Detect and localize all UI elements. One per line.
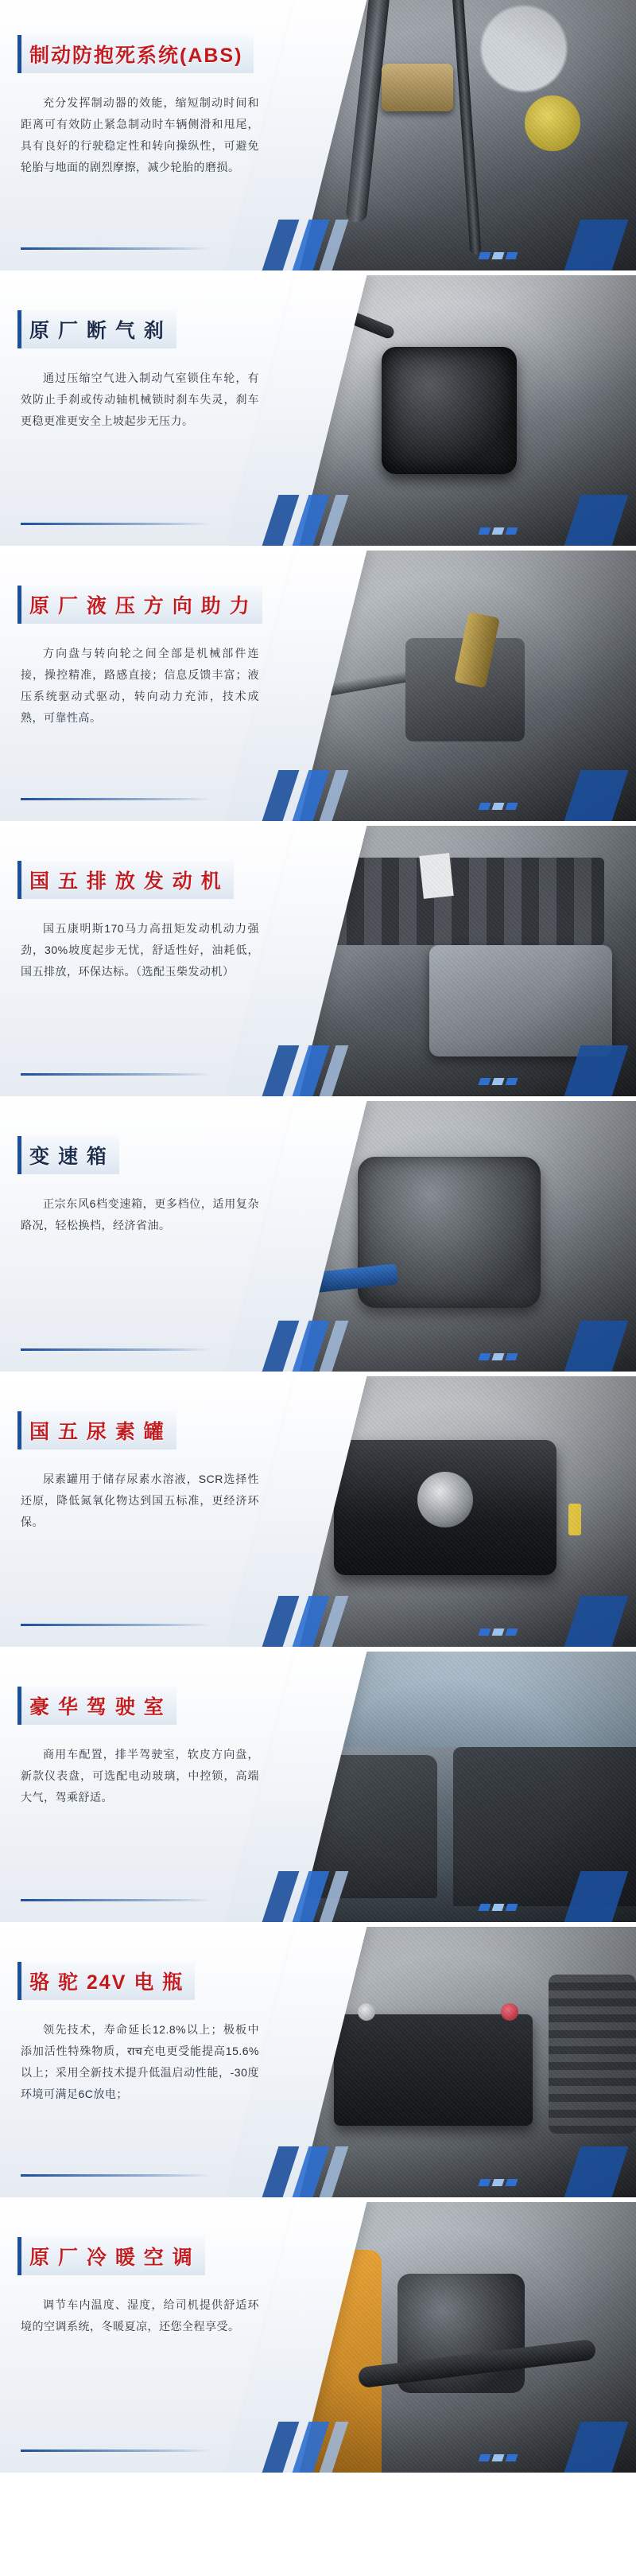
- accent-underline: [21, 2174, 211, 2177]
- section-urea-tank: [0, 1376, 636, 1647]
- section-gearbox: [0, 1101, 636, 1372]
- section-parking-brake: [0, 275, 636, 546]
- section-abs: [0, 0, 636, 270]
- section-body: 通过压缩空气进入制动气室锁住车轮，有效防止手刹或传动轴机械锁时刹车失灵，刹车更稳更准更安全上坡起步无压力。: [21, 372, 259, 427]
- decor-tabs: [479, 1353, 517, 1360]
- section-body: 国五康明斯170马力高扭矩发动机动力强劲，30%坡度起步无忧，舒适性好，油耗低，国五排放，环保达标。（选配玉柴发动机）: [21, 922, 259, 978]
- section-title: 变 速 箱: [17, 1136, 119, 1174]
- decor-tabs: [479, 1904, 517, 1911]
- section-body: 正宗东风6档变速箱，更多档位，适用复杂路况，轻松换档，经济省油。: [21, 1197, 259, 1232]
- accent-underline: [21, 247, 211, 250]
- decor-tabs: [479, 527, 517, 535]
- accent-underline: [21, 1348, 211, 1351]
- section-title: 骆 驼 24V 电 瓶: [17, 1962, 195, 2000]
- title-wrap: [17, 1687, 176, 1725]
- title-wrap: [17, 1411, 176, 1449]
- title-wrap: [17, 861, 234, 899]
- title-wrap: [17, 1136, 119, 1174]
- accent-underline: [21, 523, 211, 525]
- decor-tabs: [479, 2454, 517, 2461]
- title-wrap: [17, 1962, 195, 2000]
- accent-underline: [21, 798, 211, 800]
- title-wrap: [17, 2237, 205, 2275]
- section-body: 调节车内温度、湿度，给司机提供舒适环境的空调系统，冬暖夏凉，还您全程享受。: [21, 2298, 259, 2333]
- section-luxury-cab: [0, 1652, 636, 1922]
- section-title: 原 厂 冷 暖 空 调: [17, 2237, 205, 2275]
- section-title: 原 厂 液 压 方 向 助 力: [17, 586, 262, 624]
- section-power-steering: [0, 551, 636, 821]
- accent-underline: [21, 1073, 211, 1076]
- section-title: 国 五 尿 素 罐: [17, 1411, 176, 1449]
- accent-underline: [21, 1624, 211, 1626]
- title-wrap: [17, 586, 262, 624]
- section-body: 商用车配置，排半驾驶室，软皮方向盘，新款仪表盘，可选配电动玻璃，中控锁，高端大气，驾乘舒适。: [21, 1748, 259, 1804]
- section-battery: [0, 1927, 636, 2197]
- section-title: 国 五 排 放 发 动 机: [17, 861, 234, 899]
- decor-tabs: [479, 252, 517, 259]
- section-air-conditioner: [0, 2202, 636, 2473]
- title-wrap: [17, 35, 254, 73]
- accent-underline: [21, 1899, 211, 1901]
- decor-tabs: [479, 1628, 517, 1636]
- section-title: 制动防抱死系统(ABS): [17, 35, 254, 73]
- section-title: 原 厂 断 气 刹: [17, 310, 176, 348]
- title-wrap: [17, 310, 176, 348]
- section-body: 充分发挥制动器的效能，缩短制动时间和距离可有效防止紧急制动时车辆侧滑和甩尾，具有良好的行驶稳定性和转向操纵性，可避免轮胎与地面的剧烈摩擦，减少轮胎的磨损。: [21, 96, 259, 173]
- section-title: 豪 华 驾 驶 室: [17, 1687, 176, 1725]
- section-body: 领先技术，寿命延长12.8%以上；极板中添加活性特殊物质，राच充电更受能提高15.6%以上；采用全新技术提升低温启动性能，-30度环境可满足6C放电；: [21, 2023, 259, 2100]
- section-body: 尿素罐用于储存尿素水溶液，SCR选择性还原，降低氮氧化物达到国五标准，更经济环保。: [21, 1473, 259, 1528]
- section-engine: [0, 826, 636, 1096]
- decor-tabs: [479, 2179, 517, 2186]
- section-body: 方向盘与转向轮之间全部是机械部件连接，操控精准，路感直接；信息反馈丰富；液压系统驱动式驱动，转向动力充沛，技术成熟，可靠性高。: [21, 647, 259, 724]
- decor-tabs: [479, 803, 517, 810]
- accent-underline: [21, 2450, 211, 2452]
- decor-tabs: [479, 1078, 517, 1085]
